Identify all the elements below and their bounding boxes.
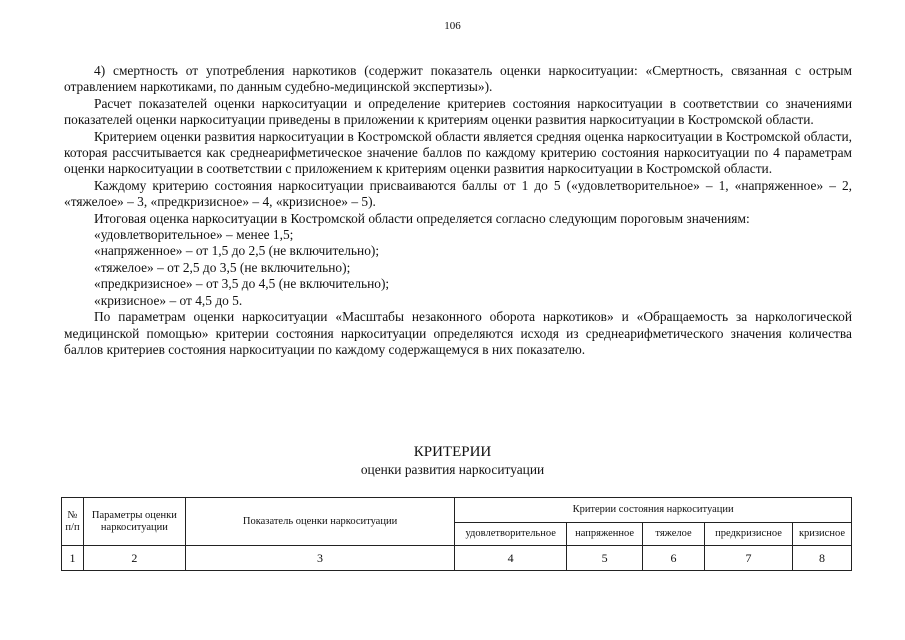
header-criterion: напряженное xyxy=(567,523,643,546)
table-cell: 2 xyxy=(83,546,185,571)
document-subtitle: оценки развития наркоситуации xyxy=(360,462,545,477)
paragraph: Каждому критерию состояния наркоситуации присваиваются баллы от 1 до 5 («удовлетворительное» – 1, «напряженное» – 2, «тяжелое» – 3, «предкризисное» – 4, «кризисное» – 5). xyxy=(64,177,852,210)
table-row xyxy=(62,546,852,571)
page-number: 106 xyxy=(444,20,461,32)
table-cell: 4 xyxy=(455,546,567,571)
threshold-item: «тяжелое» – от 2,5 до 3,5 (не включительно); xyxy=(94,259,351,275)
header-criterion: удовлетворительное xyxy=(455,523,567,546)
table-cell: 6 xyxy=(643,546,705,571)
paragraph: Критерием оценки развития наркоситуации в Костромской области является средняя оценка наркоситуации в Костромской области, которая рассчитывается как среднеарифметическое значение баллов по каждому критерию состояния наркоситуации по 4 параметрам оценки наркоситуации в соответствии с приложением к критериям оценки развития наркоситуации в Костромской области. xyxy=(64,128,852,177)
header-indicator: Показатель оценки наркоситуации xyxy=(185,498,454,546)
header-criterion: кризисное xyxy=(792,523,851,546)
header-criterion: тяжелое xyxy=(643,523,705,546)
threshold-item: «предкризисное» – от 3,5 до 4,5 (не включительно); xyxy=(94,276,390,292)
header-criteria-group: Критерии состояния наркоситуации xyxy=(455,498,852,523)
body-text xyxy=(64,63,852,358)
threshold-item: «напряженное» – от 1,5 до 2,5 (не включительно); xyxy=(94,243,380,259)
threshold-item: «удовлетворительное» – менее 1,5; xyxy=(94,227,294,243)
threshold-item: «кризисное» – от 4,5 до 5. xyxy=(94,292,243,308)
paragraph: По параметрам оценки наркоситуации «Масштабы незаконного оборота наркотиков» и «Обращаемость за наркологической медицинской помощью» критерии состояния наркоситуации определяются исходя из среднеарифметического значения количества баллов критериев состояния наркоситуации по каждому содержащемуся в них показателю. xyxy=(64,309,852,357)
paragraph: Итоговая оценка наркоситуации в Костромской области определяется согласно следующим пороговым значениям: xyxy=(94,210,750,226)
table-cell: 8 xyxy=(792,546,851,571)
header-no: № п/п xyxy=(62,498,84,546)
table-cell: 1 xyxy=(62,546,84,571)
paragraph: 4) смертность от употребления наркотиков (содержит показатель оценки наркоситуации: «Смертность, связанная с острым отравлением наркотиками, по данным судебно-медицинской экспертизы»). xyxy=(64,63,852,95)
document-title: КРИТЕРИИ xyxy=(413,444,492,460)
paragraph: Расчет показателей оценки наркоситуации и определение критериев состояния наркоситуации в соответствии со значениями показателей оценки наркоситуации приведены в приложении к критериям оценки развития наркоситуации в Костромской области. xyxy=(64,95,852,128)
table-cell: 5 xyxy=(567,546,643,571)
table-cell: 7 xyxy=(705,546,793,571)
table-header-row xyxy=(62,498,852,523)
criteria-table xyxy=(61,497,852,571)
header-criterion: предкризисное xyxy=(705,523,793,546)
header-params: Параметры оценки наркоситуации xyxy=(83,498,185,546)
table-cell: 3 xyxy=(185,546,454,571)
